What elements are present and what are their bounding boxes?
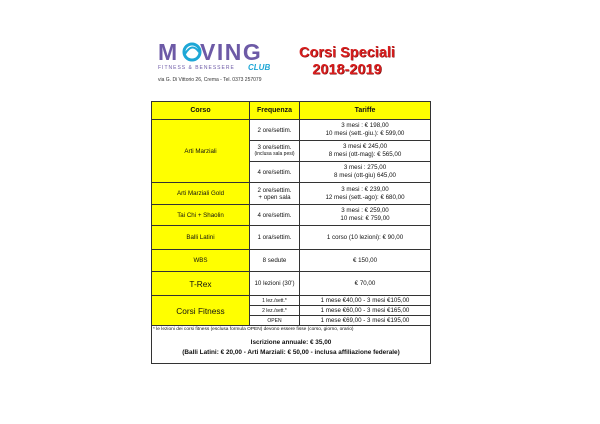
price-line: 3 mesi : € 239,00: [341, 185, 389, 193]
price-cell: [300, 141, 431, 162]
freq-cell: [250, 183, 300, 205]
price-cell: 1 mese €60,00 - 3 mesi €165,00: [300, 306, 431, 316]
course-arti-marziali: Arti Marziali: [152, 120, 250, 183]
title-line1: Corsi Speciali: [299, 45, 395, 61]
freq-cell: 2 lez./sett.*: [250, 306, 300, 316]
price-line: 8 mesi (ott-giu) 645,00: [334, 172, 396, 179]
freq-cell: 1 lez./sett.*: [250, 296, 300, 306]
svg-text:M: M: [158, 39, 179, 65]
header-corso: Corso: [152, 102, 250, 120]
svg-text:VING: VING: [200, 39, 263, 65]
price-cell: 1 corso (10 lezioni): € 90,00: [300, 226, 431, 250]
course-t-rex: T-Rex: [152, 272, 250, 296]
price-cell: 1 mese €69,00 - 3 mesi €195,00: [300, 316, 431, 326]
price-table: [151, 101, 431, 364]
course-wbs: WBS: [152, 250, 250, 272]
footer-row: [152, 333, 431, 364]
moving-club-logo: [158, 38, 274, 74]
table-row: [152, 205, 431, 226]
page-title: [292, 45, 402, 79]
price-cell: [300, 205, 431, 226]
price-cell: € 70,00: [300, 272, 431, 296]
registration-detail: (Balli Latini: € 20,00 - Arti Marziali: € 50,00 - inclusa affiliazione federale): [182, 349, 400, 356]
note-row: [152, 326, 431, 334]
logo-club: CLUB: [248, 63, 271, 72]
freq-cell: 10 lezioni (30'): [250, 272, 300, 296]
price-line: 3 mesi : € 259,00: [341, 207, 389, 214]
price-cell: [300, 183, 431, 205]
title-line2: 2018-2019: [312, 62, 382, 78]
registration-fee: Iscrizione annuale: € 35,00: [250, 339, 332, 346]
freq-cell: OPEN: [250, 316, 300, 326]
table-row: [152, 183, 431, 205]
freq-cell: [250, 141, 300, 162]
table-row: [152, 120, 431, 141]
footer-cell: [152, 333, 431, 364]
price-cell: € 150,00: [300, 250, 431, 272]
freq-line: 3 ore/settim.: [257, 144, 292, 151]
price-cell: [300, 162, 431, 183]
price-line: 10 mesi (sett.-giu.): € 599,00: [325, 130, 405, 137]
price-line: 12 mesi (sett.-ago): € 680,00: [325, 193, 405, 201]
course-balli-latini: Balli Latini: [152, 226, 250, 250]
price-cell: 1 mese €40,00 - 3 mesi €105,00: [300, 296, 431, 306]
logo-subtitle: FITNESS & BENESSERE: [158, 65, 235, 71]
price-line: 3 mesi € 245,00: [342, 143, 388, 150]
freq-cell: 8 sedute: [250, 250, 300, 272]
price-line: 10 mesi: € 759,00: [340, 215, 390, 222]
freq-cell: 4 ore/settim.: [250, 205, 300, 226]
table-header: [152, 102, 431, 120]
price-cell: [300, 120, 431, 141]
freq-line: (inclusa sala pesi): [254, 151, 295, 157]
freq-cell: 1 ora/settim.: [250, 226, 300, 250]
course-tai-chi: Tai Chi + Shaolin: [152, 205, 250, 226]
table-row: [152, 296, 431, 306]
header-frequenza: Frequenza: [250, 102, 300, 120]
fitness-note: * le lezioni dei corsi fitness (esclusa formula OPEN) devono essere fisse (corso, giorno, orario): [152, 326, 431, 334]
header-tariffe: Tariffe: [300, 102, 431, 120]
freq-cell: 2 ore/settim.: [250, 120, 300, 141]
table-row: [152, 250, 431, 272]
course-corsi-fitness: Corsi Fitness: [152, 296, 250, 326]
price-line: 3 mesi : 275,00: [343, 164, 387, 171]
freq-line: + open sala: [258, 193, 291, 201]
freq-line: 2 ore/settim.: [257, 186, 292, 194]
address: via G. Di Vittorio 26, Crema - Tel. 0373 257079: [158, 77, 262, 83]
price-line: 3 mesi : € 198,00: [341, 122, 389, 129]
table-row: [152, 226, 431, 250]
price-line: 8 mesi (ott-mag): € 565,00: [328, 151, 402, 158]
freq-cell: 4 ore/settim.: [250, 162, 300, 183]
course-arti-marziali-gold: Arti Marziali Gold: [152, 183, 250, 205]
table-row: [152, 272, 431, 296]
